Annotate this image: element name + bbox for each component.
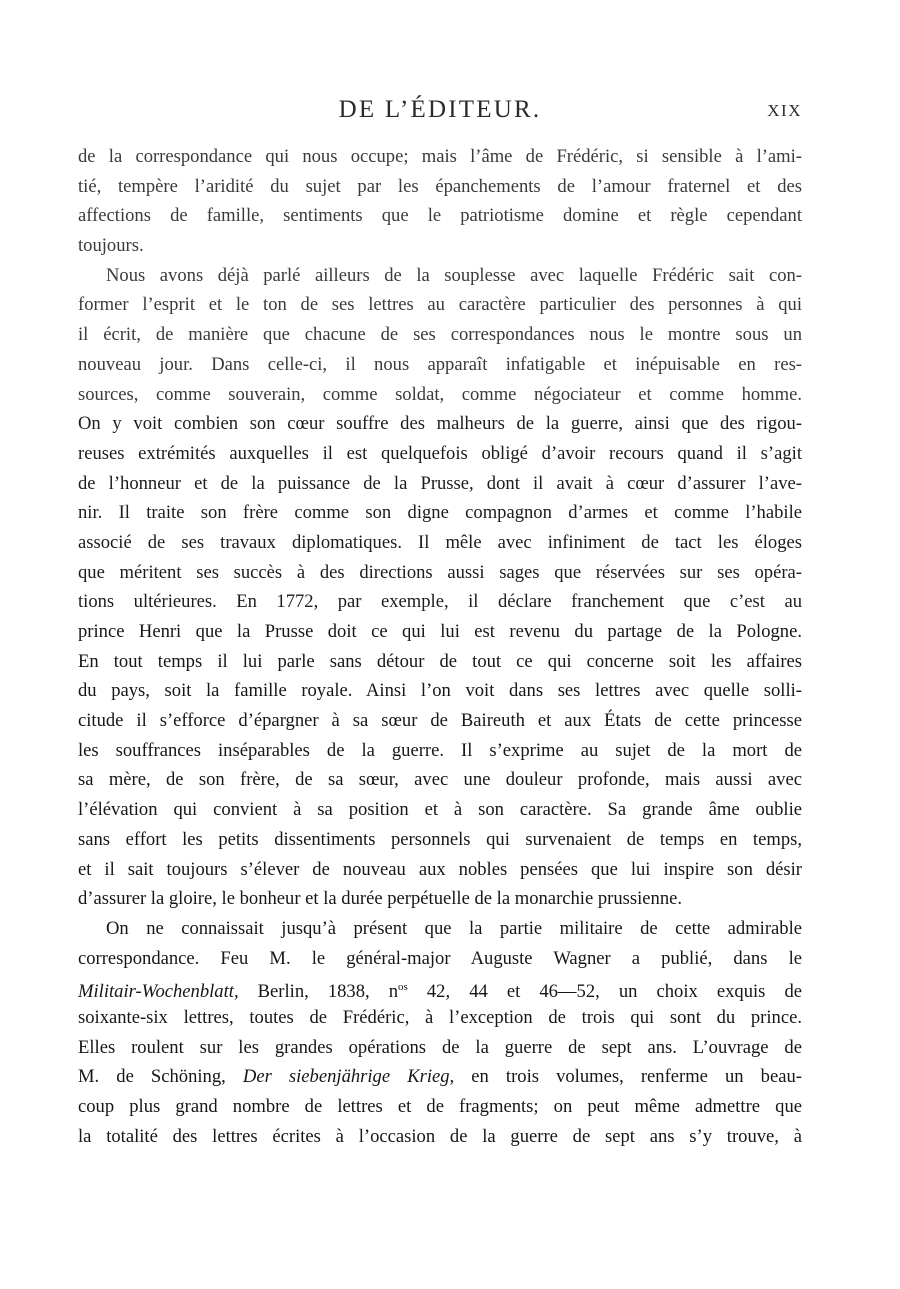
periodical-title: Militair-Wochenblatt, [78,981,239,1003]
text-line: de la correspondance qui nous occupe; mais l’âme de Frédéric, si sensible à l’ami- [78,146,802,167]
text-fragment: en trois volumes, renferme un beau- [454,1066,802,1088]
text-line-with-italic [78,973,802,1003]
text-line: nouveau jour. Dans celle-ci, il nous apparaît infatigable et inépuisable en res- [78,353,802,375]
page-number: XIX [767,101,802,120]
text-line: du pays, soit la famille royale. Ainsi l’on voit dans ses lettres avec quelle solli- [78,680,802,702]
book-title: Der siebenjährige Krieg, [242,1066,455,1088]
text-line: associé de ses travaux diplomatiques. Il mêle avec infiniment de tact les éloges [78,531,802,553]
text-line: coup plus grand nombre de lettres et de fragments; on peut même admettre que [78,1096,802,1117]
text-line: la totalité des lettres écrites à l’occasion de la guerre de sept ans s’y trouve, à [78,1125,802,1147]
text-line: En tout temps il lui parle sans détour de tout ce qui concerne soit les affaires [78,650,802,672]
paragraph-3 [78,914,802,1152]
text-line: former l’esprit et le ton de ses lettres au caractère particulier des personnes à qui [78,294,802,316]
text-fragment: M. de Schöning, [78,1066,243,1088]
text-line: que méritent ses succès à des directions aussi sages que réservées sur ses opéra- [78,561,802,583]
running-head [78,96,802,132]
text-line: il écrit, de manière que chacune de ses correspondances nous le montre sous un [78,324,802,346]
text-line: correspondance. Feu M. le général-major Auguste Wagner a publié, dans le [78,947,802,969]
text-line: soixante-six lettres, toutes de Frédéric, à l’exception de trois qui sont du prince. [78,1006,802,1028]
superscript: os [398,981,408,994]
text-line: reuses extrémités auxquelles il est quelquefois obligé d’avoir recours quand il s’agit [78,442,802,464]
paragraph-1 [78,142,802,261]
text-line: On ne connaissait jusqu’à présent que la partie militaire de cette admirable [106,917,802,939]
text-line: tié, tempère l’aridité du sujet par les épanchements de l’amour fraternel et des [78,175,802,197]
text-line: On y voit combien son cœur souffre des malheurs de la guerre, ainsi que des rigou- [78,413,802,435]
body-text [78,142,802,1151]
text-line: les souffrances inséparables de la guerre. Il s’exprime au sujet de la mort de [78,739,802,761]
text-line: sources, comme souverain, comme soldat, comme négociateur et comme homme. [78,383,802,405]
paragraph-2 [78,261,802,914]
text-line: sa mère, de son frère, de sa sœur, avec une douleur profonde, mais aussi avec [78,769,802,791]
text-line: sans effort les petits dissentiments personnels qui survenaient de temps en temps, [78,828,802,850]
text-line: prince Henri que la Prusse doit ce qui lui est revenu du partage de la Pologne. [78,621,802,642]
running-title: DE L’ÉDITEUR. [338,96,542,123]
text-line: toujours. [78,235,144,257]
text-line: l’élévation qui convient à sa position et à son caractère. Sa grande âme oublie [78,799,802,821]
text-line: et il sait toujours s’élever de nouveau aux nobles pensées que lui inspire son désir [78,858,802,880]
text-line: d’assurer la gloire, le bonheur et la durée perpétuelle de la monarchie prussienne. [78,888,683,910]
text-fragment: 42, 44 et 46—52, un choix exquis de [407,981,803,1003]
text-fragment: Berlin, 1838, n [238,981,399,1003]
text-line: affections de famille, sentiments que le patriotisme domine et règle cependant [78,205,802,227]
text-line: nir. Il traite son frère comme son digne compagnon d’armes et comme l’habile [78,502,802,524]
text-line: tions ultérieures. En 1772, par exemple, il déclare franchement que c’est au [78,591,802,613]
text-line: de l’honneur et de la puissance de la Prusse, dont il avait à cœur d’assurer l’ave- [78,472,802,494]
text-line: Elles roulent sur les grandes opérations de la guerre de sept ans. L’ouvrage de [78,1036,802,1058]
text-line: citude il s’efforce d’épargner à sa sœur de Baireuth et aux États de cette princesse [78,710,802,732]
text-line: Nous avons déjà parlé ailleurs de la souplesse avec laquelle Frédéric sait con- [106,264,802,286]
text-line-with-italic [78,1062,802,1092]
